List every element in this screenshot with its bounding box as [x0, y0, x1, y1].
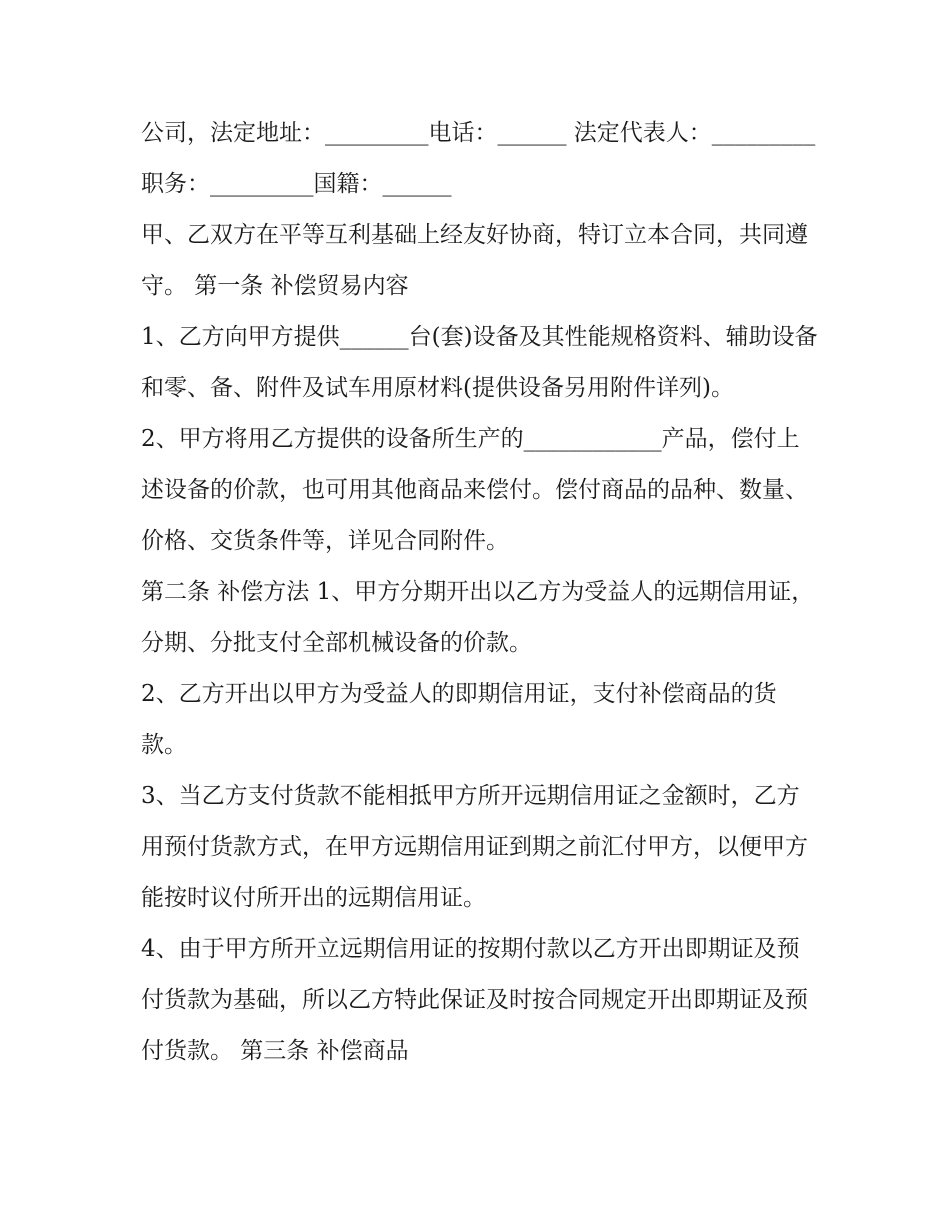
- paragraph-clause-2-1: 第二条 补偿方法 1、甲方分期开出以乙方为受益人的远期信用证，分期、分批支付全部机械设备的价款。: [141, 579, 815, 656]
- paragraph-preamble: 甲、乙双方在平等互利基础上经友好协商，特订立本合同，共同遵守。 第一条 补偿贸易内容: [141, 222, 808, 299]
- paragraph-clause-1-2: 2、甲方将用乙方提供的设备所生产的____________产品，偿付上述设备的价款，也可用其他商品来偿付。偿付商品的品种、数量、价格、交货条件等，详见合同附件。: [141, 426, 808, 554]
- paragraph-party-info: 公司，法定地址：_________电话：______ 法定代表人：_________职务：_________国籍：______: [141, 120, 816, 197]
- paragraph-clause-1-1: 1、乙方向甲方提供______台(套)设备及其性能规格资料、辅助设备和零、备、附件及试车用原材料(提供设备另用附件详列)。: [141, 324, 818, 401]
- paragraph-clause-2-2: 2、乙方开出以甲方为受益人的即期信用证，支付补偿商品的货款。: [141, 681, 777, 758]
- document-body: [141, 108, 821, 1077]
- paragraph-clause-2-3: 3、当乙方支付货款不能相抵甲方所开远期信用证之金额时，乙方用预付货款方式，在甲方远期信用证到期之前汇付甲方，以便甲方能按时议付所开出的远期信用证。: [141, 783, 808, 911]
- paragraph-clause-2-4: 4、由于甲方所开立远期信用证的按期付款以乙方开出即期证及预付货款为基础，所以乙方特此保证及时按合同规定开出即期证及预付货款。 第三条 补偿商品: [141, 936, 808, 1064]
